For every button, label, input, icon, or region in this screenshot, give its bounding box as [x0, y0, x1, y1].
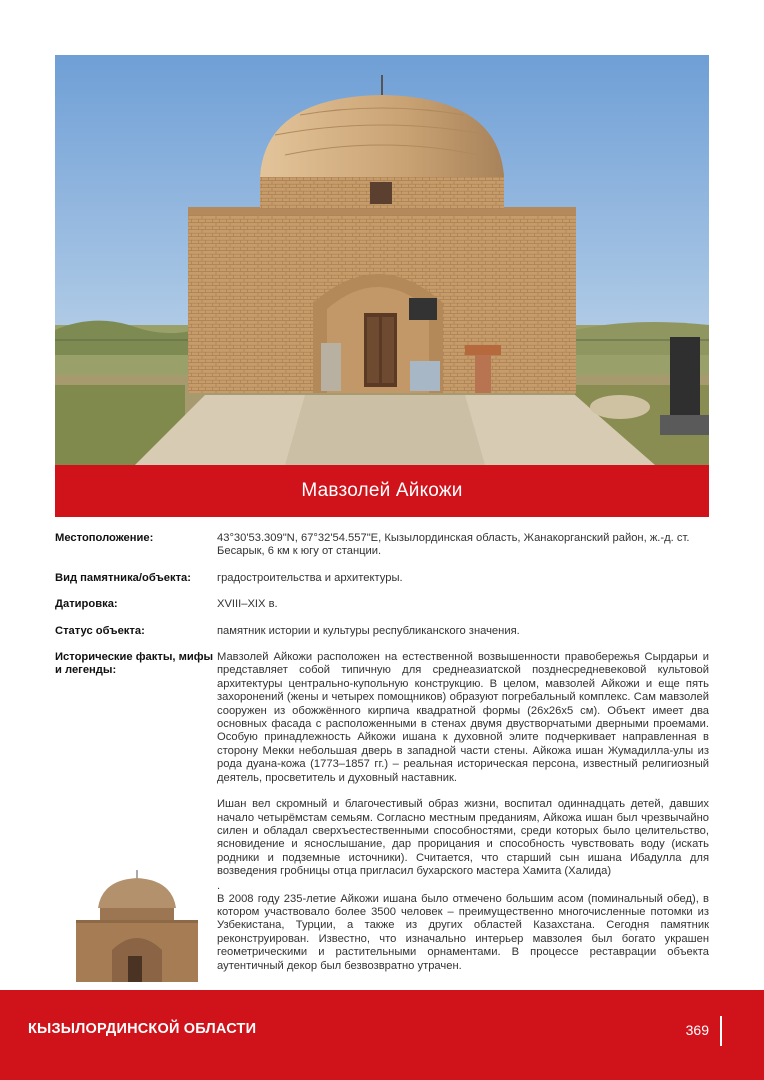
field-label: Датировка: [55, 598, 118, 611]
field-label: Вид памятника/объекта: [55, 571, 191, 584]
history-paragraph: Ишан вел скромный и благочестивый образ жизни, воспитал одиннадцать детей, давших начало четырёмстам семьям. Согласно местным преданиям, Айкожа ишан был чрезвычайно силен и обладал сверхъестественными способностями, среди которых было целительство, ясновидение и яснослышание, дар прорицания и способность чувствовать воду (искать родники и подземные источники). Считается, что старший сын ишана Ибадулла для возведения гробницы отца пригласил бухарского мастера Хамита (Халида) [217, 798, 709, 878]
field-value: 43°30'53.309"N, 67°32'54.557"E, Кызылординская область, Жанакорганский район, ж.-д. ст. Бесарык, 6 км к югу от станции. [217, 532, 690, 558]
field-label: Исторические факты, мифы и легенды: [55, 651, 214, 677]
field-dating [55, 598, 709, 611]
history-paragraph: . [217, 879, 221, 892]
footer-region: КЫЗЫЛОРДИНСКОЙ ОБЛАСТИ [28, 1021, 257, 1037]
field-monument-type [55, 572, 709, 585]
history-paragraph: Мавзолей Айкожи расположен на естественной возвышенности правобережья Сырдарьи и представляет собой типичную для среднеазиатской позднесредневековой культовой архитектуры центрально-купольную конструкцию. В целом, мавзолей Айкожи и еще пять захоронений (жены и четырех помощников) образуют погребальный комплекс. Сам мавзолей сооружен из обожжённого кирпича квадратной формы (26х26х5 см). Объект имеет два основных фасада с расположенными в стенах двумя двустворчатыми дверными проемами. Особую принадлежность Айкожи ишана к духовной элите подчеркивает направленная в сторону Мекки небольшая дверь в западной части стены. Айкожа ишан Жумадилла-улы из рода дуана-кожа (1773–1857 гг.) – реальная историческая персона, известный религиозный деятель, просветитель и духовный наставник. [217, 651, 709, 784]
field-status [55, 625, 709, 638]
field-label: Статус объекта: [55, 624, 145, 637]
page-number: 369 [685, 1022, 709, 1038]
field-value: памятник истории и культуры республиканского значения. [217, 624, 520, 637]
mausoleum-photo [55, 55, 709, 465]
page-title: Мавзолей Айкожи [55, 465, 709, 517]
history-paragraph: В 2008 году 235-летие Айкожи ишана было отмечено большим асом (поминальный обед), в котором участвовало более 3500 человек – преимущественно многочисленные потомки из Узбекистана, Турции, а также из других областей Казахстана. Сегодня памятник реконструирован. Известно, что изначально интерьер мавзолея был богато украшен геометрическими и растительными орнаментами. В процессе реставрации объекта аутентичный декор был безвозвратно утрачен. [217, 892, 709, 972]
page-footer [0, 990, 764, 1080]
footer-divider [720, 1016, 722, 1046]
history-text [217, 651, 709, 986]
field-label: Местоположение: [55, 532, 154, 544]
field-value: XVIII–XIX в. [217, 598, 278, 611]
field-value: градостроительства и архитектуры. [217, 571, 403, 584]
mausoleum-thumbnail [62, 868, 210, 988]
field-location [55, 532, 709, 559]
